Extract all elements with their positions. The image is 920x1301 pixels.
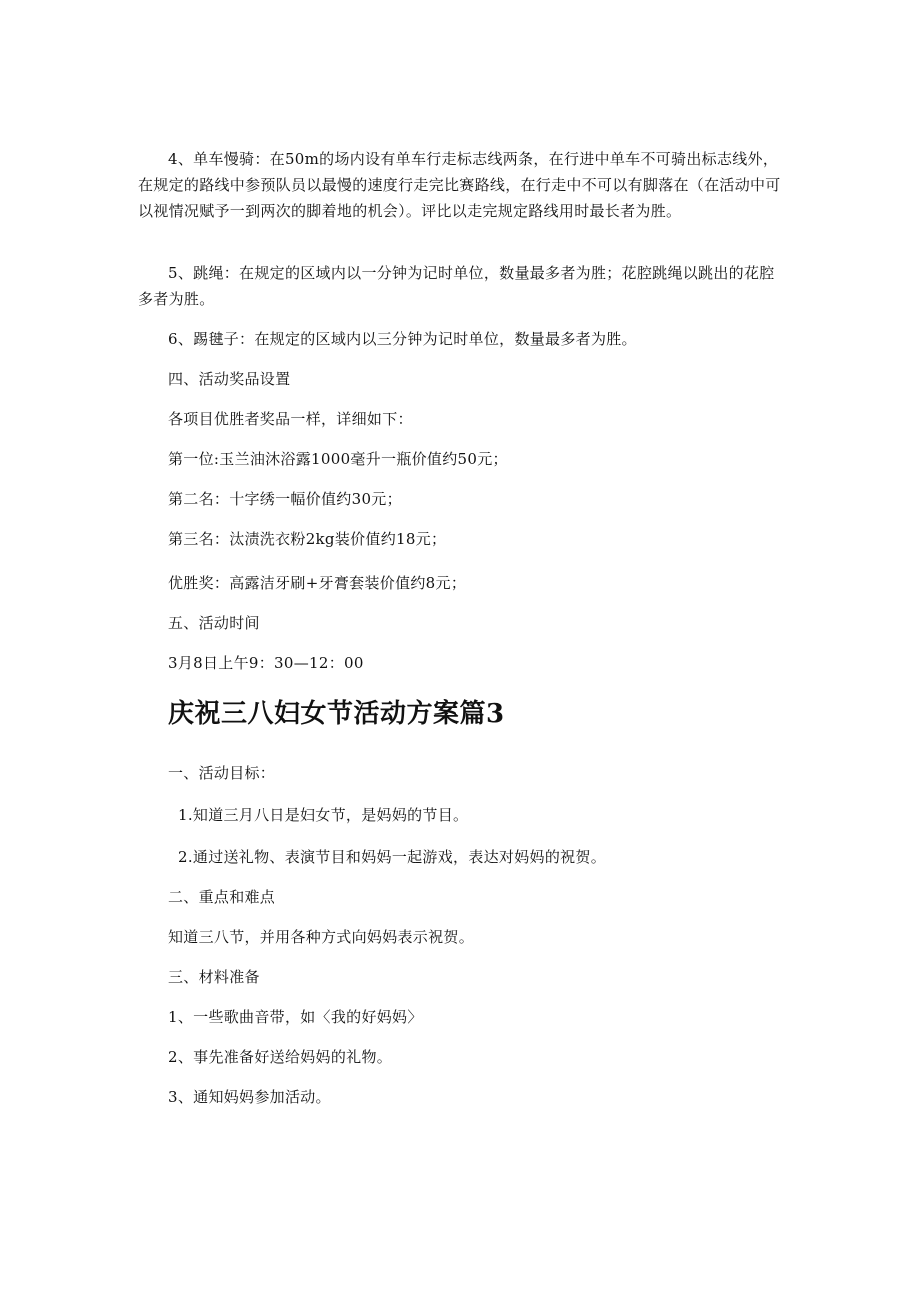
- prize-third: 第三名：汰渍洗衣粉2kg装价值约18元；: [168, 530, 447, 548]
- section-title: 庆祝三八妇女节活动方案篇3: [168, 699, 505, 729]
- section-heading-key-points: 二、重点和难点: [168, 888, 276, 906]
- section-heading-goals: 一、活动目标：: [168, 764, 276, 782]
- goal-item-1: 1.知道三月八日是妇女节，是妈妈的节目。: [178, 806, 469, 824]
- material-item-2: 2、事先准备好送给妈妈的礼物。: [168, 1048, 393, 1066]
- activity-time: 3月8日上午9：30—12：00: [168, 654, 364, 672]
- paragraph-bike-race: 4、单车慢骑：在50m的场内设有单车行走标志线两条，在行进中单车不可骑出标志线外，在规定的路线中参预队员以最慢的速度行走完比赛路线，在行走中不可以有脚落在（在活动中可以视情况赋予一到两次的脚着地的机会）。评比以走完规定路线用时最长者为胜。: [138, 150, 781, 220]
- prize-first: 第一位:玉兰油沐浴露1000毫升一瓶价值约50元；: [168, 450, 508, 468]
- prize-merit: 优胜奖：高露洁牙刷+牙膏套装价值约8元；: [168, 574, 467, 592]
- section-heading-time: 五、活动时间: [168, 614, 260, 632]
- goal-item-2: 2.通过送礼物、表演节目和妈妈一起游戏，表达对妈妈的祝贺。: [178, 848, 607, 866]
- paragraph-shuttlecock: 6、踢毽子：在规定的区域内以三分钟为记时单位，数量最多者为胜。: [168, 330, 637, 348]
- paragraph-prize-intro: 各项目优胜者奖品一样，详细如下：: [168, 410, 413, 428]
- paragraph-key-points: 知道三八节，并用各种方式向妈妈表示祝贺。: [168, 928, 475, 946]
- section-heading-materials: 三、材料准备: [168, 968, 260, 986]
- paragraph-jump-rope: 5、跳绳：在规定的区域内以一分钟为记时单位，数量最多者为胜；花腔跳绳以跳出的花腔多者为胜。: [138, 264, 775, 308]
- prize-second: 第二名：十字绣一幅价值约30元；: [168, 490, 402, 508]
- material-item-1: 1、一些歌曲音带，如〈我的好妈妈〉: [168, 1008, 423, 1026]
- material-item-3: 3、通知妈妈参加活动。: [168, 1088, 331, 1106]
- section-heading-prizes: 四、活动奖品设置: [168, 370, 291, 388]
